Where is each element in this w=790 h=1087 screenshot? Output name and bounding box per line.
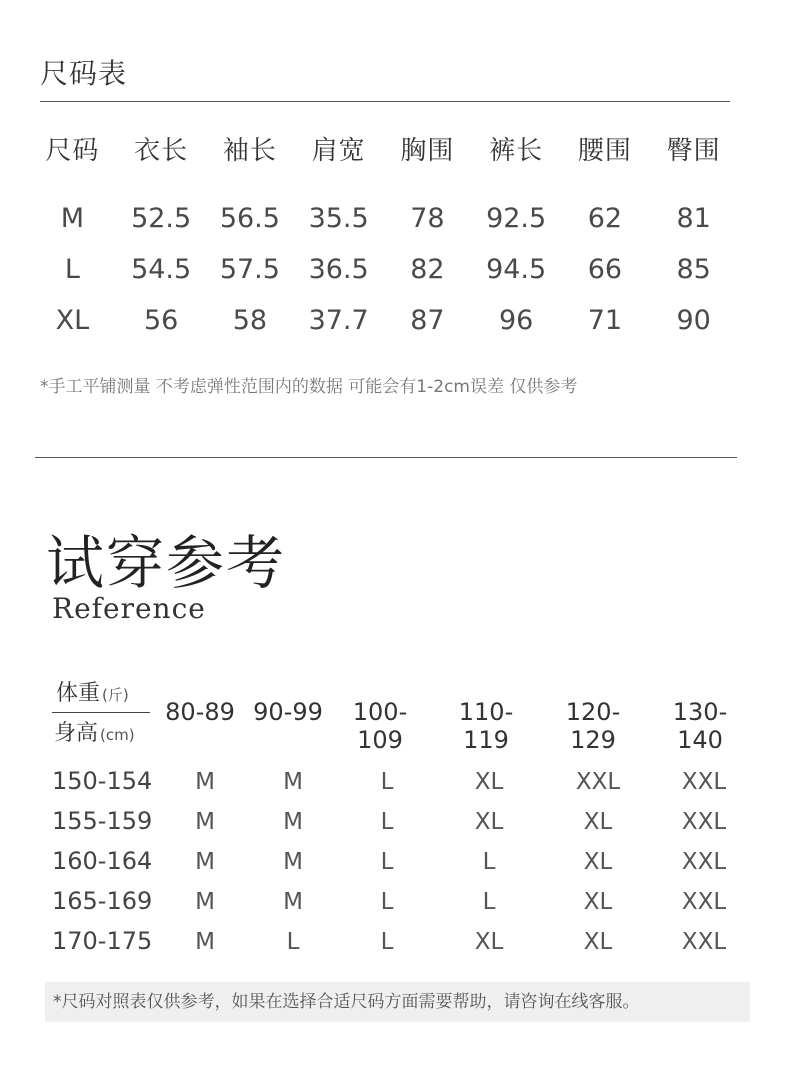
size-cell: M [283,889,303,915]
weight-label: 体重 [56,681,101,706]
header-cell: 肩宽 [311,135,366,166]
size-reference-note: *尺码对照表仅供参考，如果在选择合适尺码方面需要帮助，请咨询在线客服。 [45,982,750,1022]
weight-range: 100-109 [352,698,408,754]
reference-title: 试穿参考 [46,529,287,597]
size-cell: L [482,849,496,875]
table-row [52,887,752,927]
size-cell: M [195,929,215,955]
size-cell: XXL [681,769,727,795]
table-cell: XL [55,305,90,336]
table-cell: 36.5 [308,254,369,285]
size-cell: L [380,889,394,915]
weight-header [56,676,129,707]
header-cell: 衣长 [134,135,189,166]
header-cell: 尺码 [45,135,100,166]
height-header [54,716,135,747]
table-cell: 35.5 [308,203,369,234]
header-cell: 胸围 [400,135,455,166]
table-cell: 52.5 [131,203,192,234]
header-divider-line [52,712,150,713]
weight-range: 110-119 [458,698,514,754]
size-cell: XL [474,809,504,835]
size-cell: XXL [681,889,727,915]
table-cell: 54.5 [131,254,192,285]
size-cell: XXL [575,769,621,795]
height-range: 170-175 [52,927,153,955]
height-label: 身高 [54,721,99,746]
size-cell: M [283,809,303,835]
size-cell: XL [583,889,613,915]
weight-range: 80-89 [165,698,235,726]
size-cell: L [380,929,394,955]
table-cell: 82 [410,254,445,285]
size-cell: XL [474,769,504,795]
size-cell: M [283,849,303,875]
table-row [52,847,752,887]
table-row [28,244,738,295]
table-cell: 92.5 [486,203,547,234]
size-cell: XXL [681,849,727,875]
height-range: 155-159 [52,807,153,835]
size-chart-title: 尺码表 [40,57,128,90]
table-row [28,295,738,346]
table-cell: 37.7 [308,305,369,336]
table-cell: 66 [587,254,623,285]
table-cell: 94.5 [486,254,547,285]
weight-range: 120-129 [565,698,621,754]
title-divider [40,101,730,102]
size-cell: M [195,889,215,915]
size-cell: L [380,809,394,835]
reference-subtitle: Reference [52,592,206,625]
size-cell: L [286,929,300,955]
table-cell: 85 [676,254,711,285]
table-cell: 57.5 [219,254,280,285]
table-cell: 56.5 [219,203,280,234]
height-range: 160-164 [52,847,153,875]
table-row [52,927,752,967]
size-cell: M [195,809,215,835]
weight-range: 130-140 [672,698,728,754]
table-cell: M [60,203,85,234]
size-cell: XXL [681,929,727,955]
height-range: 165-169 [52,887,153,915]
header-cell: 腰围 [577,135,632,166]
size-cell: M [195,849,215,875]
table-cell: 81 [676,203,711,234]
table-cell: 56 [143,305,179,336]
size-cell: M [283,769,303,795]
table-cell: 78 [410,203,445,234]
header-cell: 裤长 [489,135,544,166]
size-cell: L [380,769,394,795]
table-cell: 62 [587,203,623,234]
size-cell: XL [474,929,504,955]
table-cell: 90 [676,305,711,336]
table-cell: L [64,254,80,285]
table-cell: 58 [232,305,268,336]
height-unit: (cm) [100,726,135,744]
table-cell: 71 [587,305,623,336]
measurement-note: *手工平铺测量 不考虑弹性范围内的数据 可能会有1-2cm误差 仅供参考 [40,377,578,397]
table-row [28,193,738,244]
height-range: 150-154 [52,767,153,795]
size-cell: XXL [681,809,727,835]
size-cell: XL [583,929,613,955]
size-cell: L [380,849,394,875]
size-cell: M [195,769,215,795]
table-cell: 87 [410,305,445,336]
table-corner-header [52,676,150,748]
weight-range: 90-99 [253,698,323,726]
size-chart-header-row [28,122,738,174]
table-row [52,807,752,847]
table-cell: 96 [498,305,534,336]
size-chart-table [28,122,738,346]
table-row [52,767,752,807]
size-cell: XL [583,849,613,875]
section-divider [35,457,737,458]
header-cell: 袖长 [222,135,277,166]
header-cell: 臀围 [666,135,721,166]
size-cell: XL [583,809,613,835]
size-cell: L [482,889,496,915]
weight-unit: (斤) [102,686,129,704]
